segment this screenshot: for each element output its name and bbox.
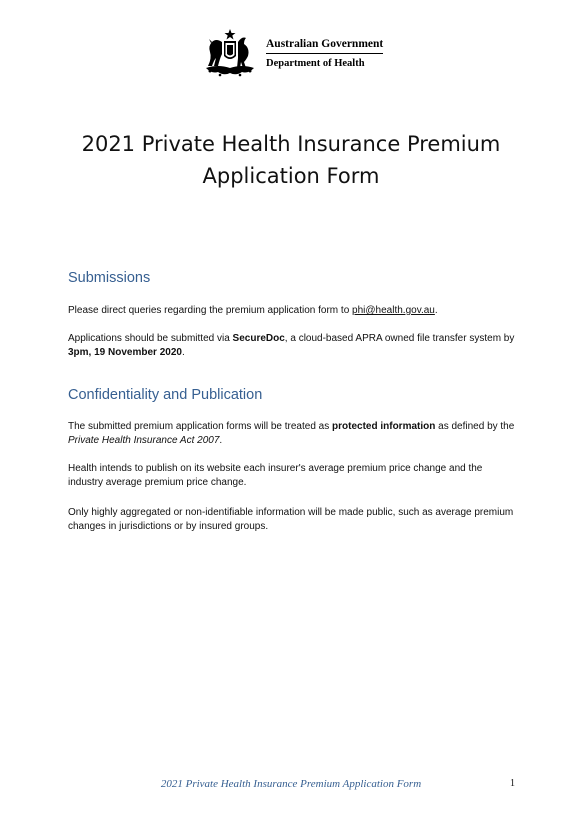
queries-suffix: .: [434, 305, 438, 316]
confidentiality-paragraph-2: Health intends to publish on its website each insurer's average premium price change and the industry average premium price change.: [68, 463, 483, 488]
applications-text-e: .: [181, 347, 185, 358]
confidentiality-heading: Confidentiality and Publication: [68, 387, 263, 403]
australian-government-label: Australian Government: [266, 38, 383, 54]
page-footer: 2021 Private Health Insurance Premium Application Form: [160, 778, 422, 790]
confidentiality-paragraph-3: Only highly aggregated or non-identifiable information will be made public, such as average premium changes in jurisdictions or by insured groups.: [68, 507, 514, 532]
page-number: 1: [510, 778, 515, 789]
department-label: Department of Health: [266, 57, 365, 69]
coat-of-arms-icon: [200, 28, 260, 78]
protected-text-e: .: [219, 435, 223, 446]
title-line-2: Application Form: [202, 164, 380, 188]
title-line-1: 2021 Private Health Insurance Premium: [81, 132, 501, 156]
submissions-heading: Submissions: [68, 270, 151, 286]
applications-text-c: , a cloud-based APRA owned file transfer system by: [284, 333, 515, 344]
act-name: Private Health Insurance Act 2007: [68, 435, 220, 446]
document-title: [40, 128, 542, 192]
securedoc-label: SecureDoc: [232, 333, 285, 344]
applications-text-a: Applications should be submitted via: [68, 333, 233, 344]
confidentiality-paragraph-1: [68, 420, 516, 448]
government-text: [266, 38, 383, 69]
queries-text: Please direct queries regarding the premium application form to: [68, 305, 353, 316]
government-logo: [200, 28, 390, 78]
deadline-label: 3pm, 19 November 2020: [68, 347, 182, 358]
protected-text-a: The submitted premium application forms will be treated as: [68, 421, 333, 432]
submissions-paragraph-2: [68, 332, 516, 360]
protected-information-label: protected information: [332, 421, 436, 432]
submissions-paragraph-1: [68, 304, 516, 318]
protected-text-c: as defined by the: [435, 421, 515, 432]
email-link[interactable]: phi@health.gov.au: [352, 305, 435, 316]
